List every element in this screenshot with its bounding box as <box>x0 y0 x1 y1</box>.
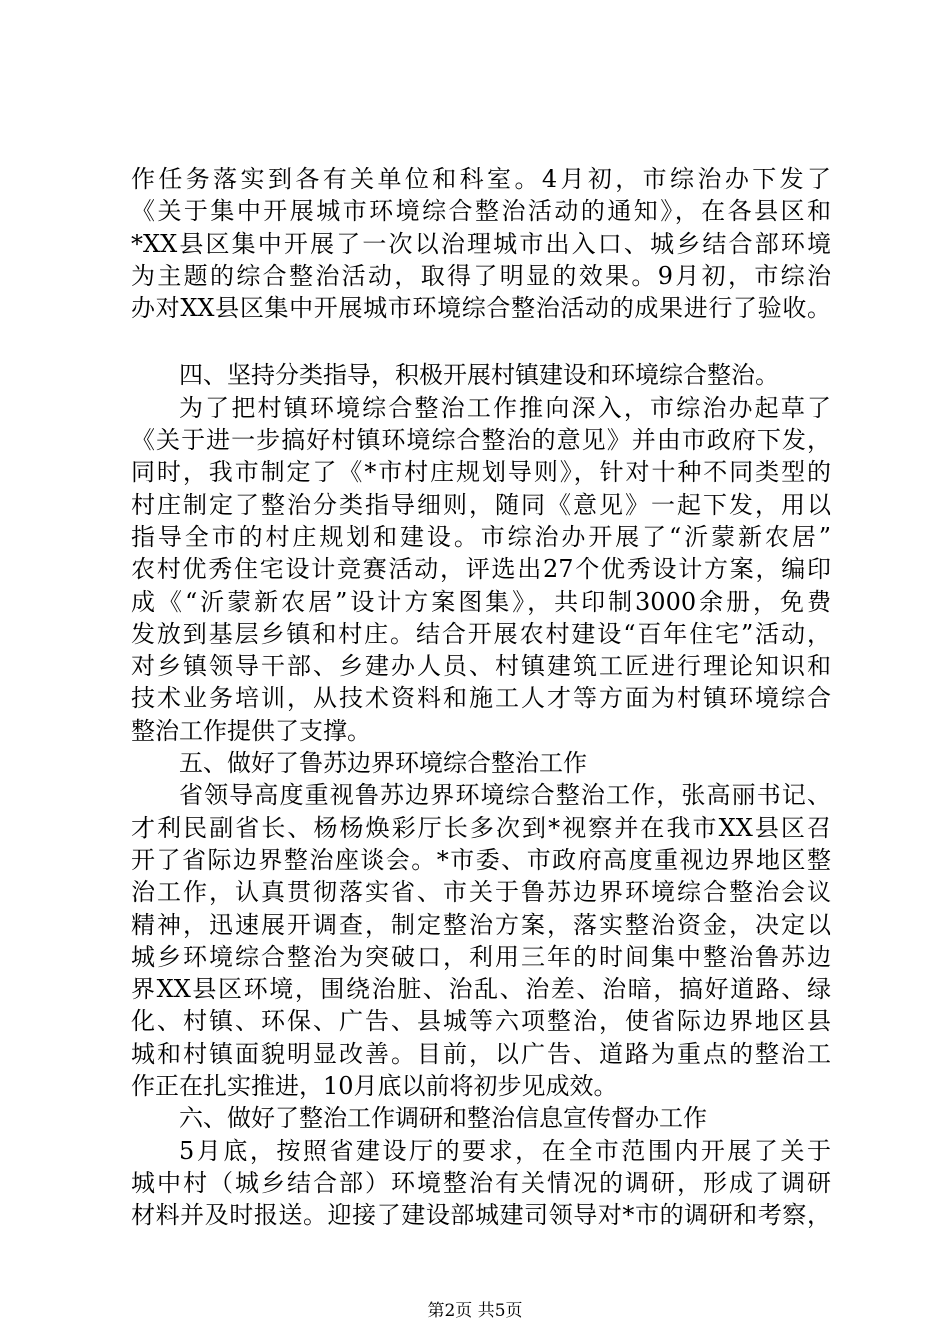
text-line: 为主题的综合整治活动，取得了明显的效果。9月初，市综治 <box>131 261 831 290</box>
page-number-label: 第2页 共5页 <box>427 1301 523 1321</box>
text-line: 治工作，认真贯彻落实省、市关于鲁苏边界环境综合整治会议 <box>131 878 831 907</box>
text-line: 界XX县区环境，围绕治脏、治乱、治差、治暗，搞好道路、绿 <box>131 975 831 1004</box>
section-heading-4 <box>131 359 831 391</box>
document-body <box>131 163 831 1232</box>
text-line: 作正在扎实推进，10月底以前将初步见成效。 <box>131 1072 618 1101</box>
text-line: 5月底，按照省建设厅的要求，在全市范围内开展了关于 <box>179 1136 831 1165</box>
text-line: 技术业务培训，从技术资料和施工人才等方面为村镇环境综合 <box>131 684 831 713</box>
text-line: 村庄制定了整治分类指导细则，随同《意见》一起下发，用以 <box>131 490 831 519</box>
text-line: 农村优秀住宅设计竞赛活动，评选出27个优秀设计方案，编印 <box>131 555 831 584</box>
text-line: 《关于进一步搞好村镇环境综合整治的意见》并由市政府下发， <box>131 426 831 455</box>
section-heading-5 <box>131 747 831 779</box>
text-line: *XX县区集中开展了一次以治理城市出入口、城乡结合部环境 <box>131 229 831 258</box>
text-line: 指导全市的村庄规划和建设。市综治办开展了“沂蒙新农居” <box>131 522 831 551</box>
section-4-body <box>131 392 831 747</box>
text-line: 精神，迅速展开调查，制定整治方案，落实整治资金，决定以 <box>131 910 831 939</box>
text-line: 开了省际边界整治座谈会。*市委、市政府高度重视边界地区整 <box>131 845 831 874</box>
paragraph-continuation <box>131 163 831 324</box>
text-line: 城乡环境综合整治为突破口，利用三年的时间集中整治鲁苏边 <box>131 942 831 971</box>
text-line: 同时，我市制定了《*市村庄规划导则》，针对十种不同类型的 <box>131 458 831 487</box>
text-line: 办对XX县区集中开展城市环境综合整治活动的成果进行了验收。 <box>131 294 831 323</box>
text-line: 城中村（城乡结合部）环境整治有关情况的调研，形成了调研 <box>131 1168 831 1197</box>
text-line: 化、村镇、环保、广告、县城等六项整治，使省际边界地区县 <box>131 1007 831 1036</box>
text-line: 材料并及时报送。迎接了建设部城建司领导对*市的调研和考察， <box>131 1201 831 1230</box>
page-footer <box>0 1300 950 1322</box>
text-line: 发放到基层乡镇和村庄。结合开展农村建设“百年住宅”活动， <box>131 619 831 648</box>
text-line: 对乡镇领导干部、乡建办人员、村镇建筑工匠进行理论知识和 <box>131 652 831 681</box>
heading-text: 六、做好了整治工作调研和整治信息宣传督办工作 <box>179 1104 707 1133</box>
section-5-body <box>131 779 831 1102</box>
text-line: 作任务落实到各有关单位和科室。4月初，市综治办下发了 <box>131 165 831 193</box>
heading-text: 四、坚持分类指导，积极开展村镇建设和环境综合整治。 <box>179 361 779 390</box>
text-line: 才利民副省长、杨杨焕彩厅长多次到*视察并在我市XX县区召 <box>131 813 831 842</box>
text-line: 成《“沂蒙新农居”设计方案图集》，共印制3000余册，免费 <box>131 587 831 616</box>
text-line: 为了把村镇环境综合整治工作推向深入，市综治办起草了 <box>179 393 831 422</box>
heading-text: 五、做好了鲁苏边界环境综合整治工作 <box>179 749 587 778</box>
text-line: 《关于集中开展城市环境综合整治活动的通知》，在各县区和 <box>131 197 831 226</box>
section-6-body <box>131 1135 831 1232</box>
paragraph-gap <box>131 324 831 359</box>
text-line: 城和村镇面貌明显改善。目前，以广告、道路为重点的整治工 <box>131 1039 831 1068</box>
section-heading-6 <box>131 1102 831 1134</box>
text-line: 省领导高度重视鲁苏边界环境综合整治工作，张高丽书记、 <box>179 781 831 810</box>
text-line: 整治工作提供了支撑。 <box>131 716 371 745</box>
